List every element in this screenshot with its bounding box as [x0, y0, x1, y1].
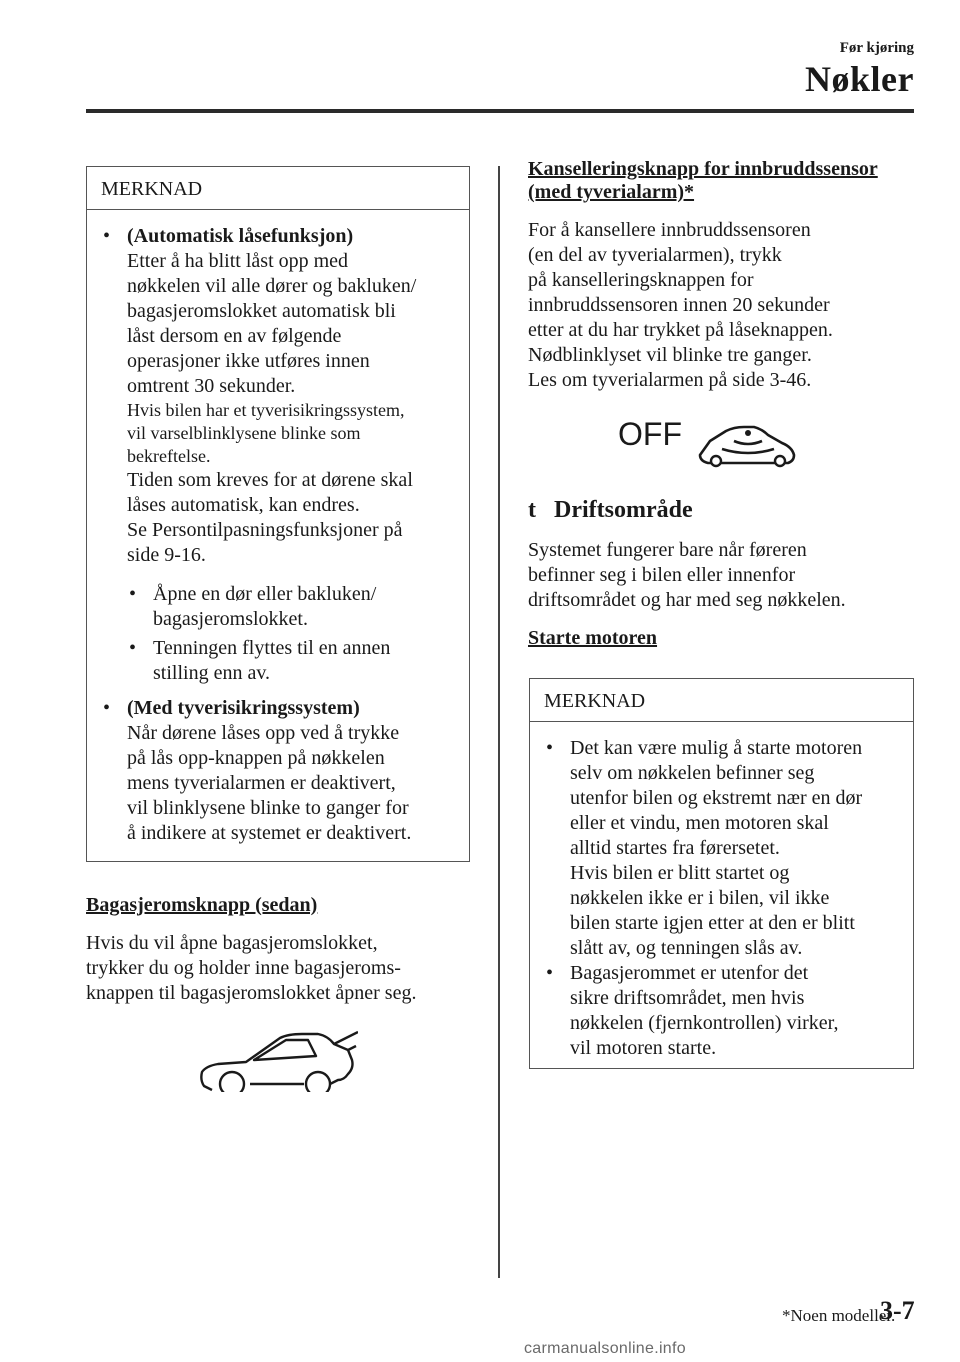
note-line: nøkkelen (fjernkontrollen) virker,	[570, 1012, 839, 1034]
bullet-icon: •	[103, 697, 111, 719]
note-line: bilen starte igjen etter at den er blitt	[570, 912, 855, 934]
cancel-heading-line: (med tyverialarm)*	[528, 181, 695, 203]
para-line: For å kansellere innbruddssensoren	[528, 219, 811, 241]
page-number: 3-7	[880, 1296, 915, 1325]
para-line: Systemet fungerer bare når føreren	[528, 539, 807, 561]
note-subitem-line: Tenningen flyttes til en annen	[153, 637, 391, 659]
para-line: på kanselleringsknappen for	[528, 269, 754, 291]
trunk-section	[86, 894, 486, 1092]
section-marker: t	[528, 497, 536, 523]
note-line: Når dørene låses opp ved å trykke	[127, 722, 400, 744]
note-label: MERKNAD	[87, 167, 469, 210]
para-line: Nødblinklyset vil blinke tre ganger.	[528, 344, 812, 366]
para-line: driftsområdet og har med seg nøkkelen.	[528, 589, 846, 611]
note-item	[544, 961, 903, 1061]
note-item	[544, 736, 903, 961]
watermark: carmanualsonline.info	[524, 1340, 686, 1357]
column-divider	[498, 166, 500, 1278]
range-paragraph	[528, 538, 920, 613]
trunk-paragraph	[86, 931, 486, 1006]
note-line: å indikere at systemet er deaktivert.	[127, 822, 412, 844]
trunk-heading: Bagasjeromsknapp (sedan)	[86, 894, 318, 916]
note-subitem-line: bagasjeromslokket.	[153, 608, 308, 630]
para-line: Hvis du vil åpne bagasjeromslokket,	[86, 932, 378, 954]
note-line: vil motoren starte.	[570, 1037, 717, 1059]
note-item	[101, 224, 459, 686]
note-item-title: (Automatisk låsefunksjon)	[127, 225, 354, 247]
note-line: låst dersom en av følgende	[127, 325, 342, 347]
footnote: *Noen modeller.	[782, 1306, 896, 1325]
para-line: knappen til bagasjeromslokket åpner seg.	[86, 982, 417, 1004]
note-line-small: bekreftelse.	[127, 446, 211, 466]
note-line: eller et vindu, men motoren skal	[570, 812, 829, 834]
bullet-icon: •	[103, 225, 111, 247]
note-line: nøkkelen vil alle dører og bakluken/	[127, 275, 417, 297]
note-line: sikre driftsområdet, men hvis	[570, 987, 805, 1009]
start-engine-heading: Starte motoren	[528, 627, 658, 649]
note-line: omtrent 30 sekunder.	[127, 375, 296, 397]
dot-icon: •	[129, 583, 137, 605]
car-trunk-open-icon	[198, 1020, 358, 1092]
note-line: vil blinklysene blinke to ganger for	[127, 797, 409, 819]
note-subitem	[127, 582, 459, 632]
note-line: mens tyverialarmen er deaktivert,	[127, 772, 396, 794]
note-line: slått av, og tenningen slås av.	[570, 937, 803, 959]
note-line: Bagasjerommet er utenfor det	[570, 962, 809, 984]
cancel-heading-line: Kanselleringsknapp for innbruddssensor	[528, 158, 878, 180]
note-line: på lås opp-knappen på nøkkelen	[127, 747, 385, 769]
note-line: utenfor bilen og ekstremt nær en dør	[570, 787, 863, 809]
note-line: alltid startes fra førersetet.	[570, 837, 780, 859]
intrusion-sensor-off-icon	[618, 411, 798, 473]
note-subitem-line: stilling enn av.	[153, 662, 271, 684]
note-line-small: Hvis bilen har et tyverisikringssystem,	[127, 400, 405, 420]
note-item-title: (Med tyverisikringssystem)	[127, 697, 360, 719]
cancel-heading	[528, 158, 920, 204]
note-box-left	[86, 166, 470, 862]
section-heading	[528, 497, 920, 524]
note-box-right	[529, 678, 914, 1069]
dot-icon: •	[129, 637, 137, 659]
right-column	[528, 158, 920, 650]
off-label: OFF	[618, 416, 682, 452]
section-heading-text: Driftsområde	[554, 497, 693, 523]
para-line: befinner seg i bilen eller innenfor	[528, 564, 796, 586]
note-line: bagasjeromslokket automatisk bli	[127, 300, 396, 322]
note-line: Det kan være mulig å starte motoren	[570, 737, 863, 759]
note-line: Tiden som kreves for at dørene skal	[127, 469, 413, 491]
note-line: side 9-16.	[127, 544, 206, 566]
bullet-icon: •	[546, 962, 554, 984]
note-line: Hvis bilen er blitt startet og	[570, 862, 790, 884]
para-line: (en del av tyverialarmen), trykk	[528, 244, 782, 266]
page-title: Nøkler	[805, 59, 914, 99]
note-line: låses automatisk, kan endres.	[127, 494, 360, 516]
para-line: trykker du og holder inne bagasjeroms-	[86, 957, 401, 979]
note-line-small: vil varselblinklysene blinke som	[127, 423, 361, 443]
note-line: selv om nøkkelen befinner seg	[570, 762, 815, 784]
header-divider	[86, 109, 914, 113]
note-subitem	[127, 636, 459, 686]
running-header-section: Før kjøring	[839, 40, 914, 56]
note-line: Se Persontilpasningsfunksjoner på	[127, 519, 403, 541]
note-subitem-line: Åpne en dør eller bakluken/	[153, 583, 377, 605]
bullet-icon: •	[546, 737, 554, 759]
para-line: etter at du har trykket på låseknappen.	[528, 319, 833, 341]
note-label: MERKNAD	[530, 679, 913, 722]
note-line: operasjoner ikke utføres innen	[127, 350, 370, 372]
para-line: innbruddssensoren innen 20 sekunder	[528, 294, 830, 316]
para-line: Les om tyverialarmen på side 3-46.	[528, 369, 812, 391]
cancel-paragraph	[528, 218, 920, 393]
note-item	[101, 696, 459, 846]
note-line: Etter å ha blitt låst opp med	[127, 250, 349, 272]
note-line: nøkkelen ikke er i bilen, vil ikke	[570, 887, 830, 909]
